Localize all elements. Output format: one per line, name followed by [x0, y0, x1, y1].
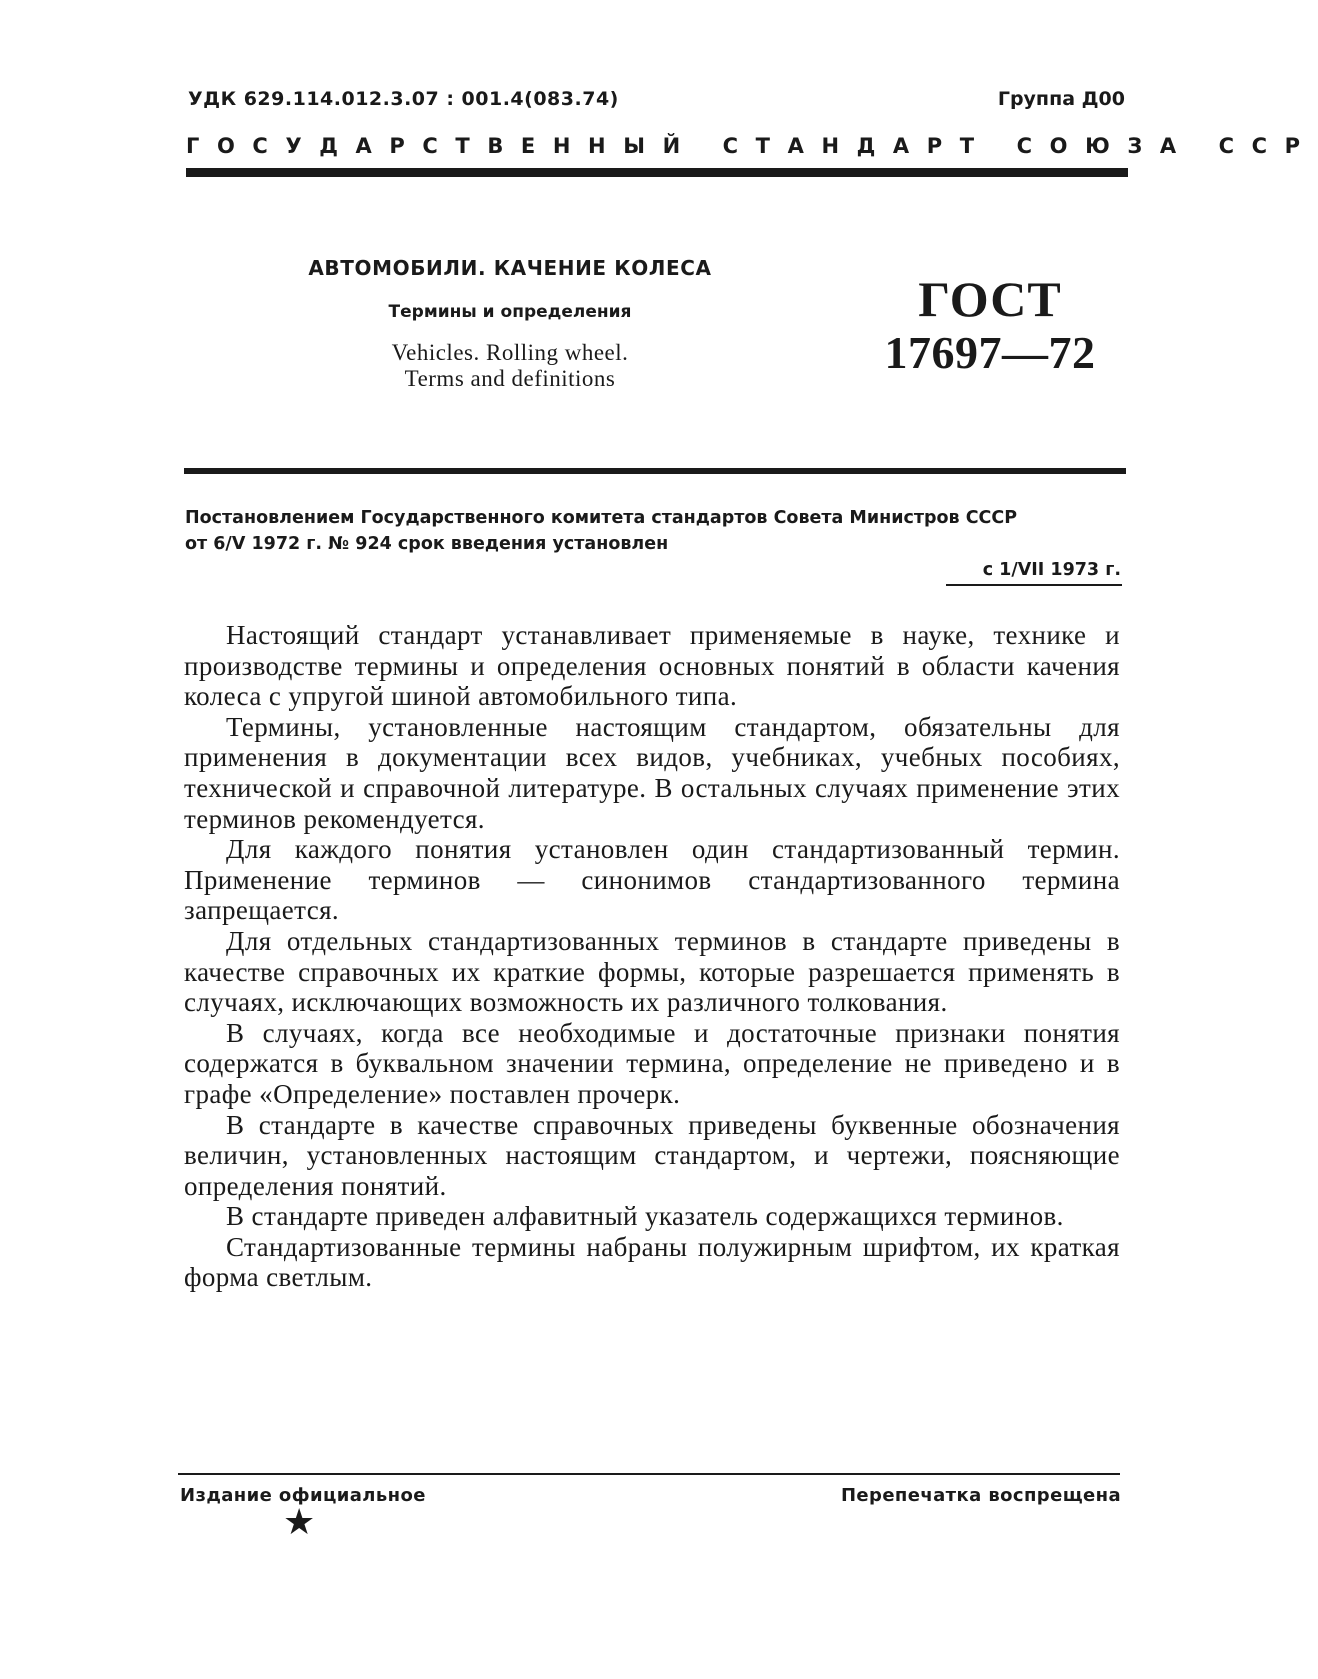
- body-paragraph: Термины, установленные настоящим стандартом, обязательны для применения в документации всех видов, учебниках, учебных пособиях, технической и справочной литературе. В остальных случаях применение этих терминов рекомендуется.: [184, 711, 1120, 834]
- body-paragraph: В случаях, когда все необходимые и достаточные признаки понятия содержатся в буквальном значении термина, определение не приведено и в графе «Определение» поставлен прочерк.: [184, 1017, 1120, 1109]
- official-edition-label: Издание официальное: [180, 1485, 426, 1506]
- bottom-rule: [178, 1473, 1120, 1475]
- document-subtitle: Термины и определения: [388, 302, 632, 322]
- effective-date-underline: [946, 584, 1122, 586]
- organization-heading: ГОСУДАРСТВЕННЫЙ СТАНДАРТ СОЮЗА ССР: [186, 134, 1318, 158]
- document-title: АВТОМОБИЛИ. КАЧЕНИЕ КОЛЕСА: [308, 256, 712, 280]
- reprint-prohibited-label: Перепечатка воспрещена: [840, 1485, 1121, 1506]
- middle-rule: [184, 468, 1126, 474]
- english-title-line1: Vehicles. Rolling wheel.: [391, 340, 629, 365]
- gost-label: ГОСТ: [918, 271, 1062, 327]
- body-paragraph: В стандарте приведен алфавитный указатель содержащихся терминов.: [226, 1201, 1064, 1232]
- body-paragraph: Для каждого понятия установлен один стандартизованный термин. Применение терминов — синонимов стандартизованного термина запрещается.: [184, 834, 1120, 926]
- body-text: [184, 620, 1120, 1293]
- body-paragraph: Настоящий стандарт устанавливает применяемые в науке, технике и производстве термины и определения основных понятий в области качения колеса с упругой шиной автомобильного типа.: [184, 620, 1120, 712]
- gost-number: 17697—72: [884, 327, 1096, 378]
- udk-code: УДК 629.114.012.3.07 : 001.4(083.74): [188, 88, 619, 110]
- english-title-line2: Terms and definitions: [404, 366, 616, 391]
- decree-line-2: от 6/V 1972 г. № 924 срок введения установлен: [185, 534, 669, 554]
- decree-line-1: Постановлением Государственного комитета стандартов Совета Министров СССР: [185, 508, 1018, 528]
- body-paragraph: В стандарте в качестве справочных приведены буквенные обозначения величин, установленных настоящим стандартом, и чертежи, поясняющие определения понятий.: [184, 1109, 1120, 1201]
- top-rule: [186, 168, 1128, 177]
- effective-date: с 1/VII 1973 г.: [982, 560, 1121, 580]
- body-paragraph: Для отдельных стандартизованных терминов в стандарте приведены в качестве справочных их краткие формы, которые разрешается применять в случаях, исключающих возможность их различного толкования.: [184, 925, 1120, 1018]
- group-code: Группа Д00: [997, 88, 1125, 110]
- star-icon: ★: [283, 1502, 316, 1542]
- body-paragraph: Стандартизованные термины набраны полужирным шрифтом, их краткая форма светлым.: [184, 1231, 1120, 1293]
